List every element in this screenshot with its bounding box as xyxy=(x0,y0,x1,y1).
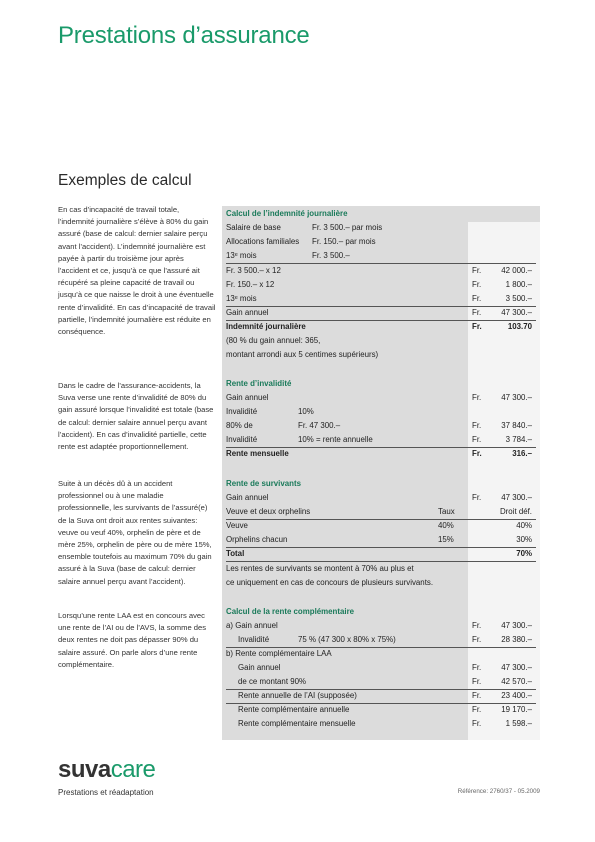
survivors-total-row xyxy=(226,547,536,562)
table-row xyxy=(226,306,536,321)
page-title: Prestations d’assurance xyxy=(58,22,310,49)
note-line: (80 % du gain annuel: 365, xyxy=(226,336,321,345)
paragraph: Lorsqu’une rente LAA est en concours avec une rente de l’AI ou de l’AVS, la somme des deux rentes ne doit pas dépasser 90% du salaire assuré. On parle alors d’une rente complémentaire. xyxy=(58,611,207,669)
currency: Fr. xyxy=(472,705,482,714)
invalidity-result-row xyxy=(226,447,536,461)
logo-tagline: Prestations et réadaptation xyxy=(58,788,154,797)
row-value: 75 % (47 300 x 80% x 75%) xyxy=(298,635,396,644)
table-row xyxy=(226,433,536,448)
row-value: 10% = rente annuelle xyxy=(298,435,373,444)
row-label: Orphelins chacun xyxy=(226,535,288,544)
suvacare-logo xyxy=(58,756,155,784)
table-row xyxy=(226,249,536,264)
row-label: b) Rente complémentaire LAA xyxy=(226,649,332,658)
row-label: Indemnité journalière xyxy=(226,322,306,331)
paragraph: En cas d’incapacité de travail totale, l’indemnité journalière s’élève à 80% du gain assuré (base de calcul: dernier salaire perçu avant l’accident). L’indemnité journalière est payée à partir du troisième jour après l’accident et ce, jusqu’à ce que l’assuré ait récupéré sa pleine capacité de travail ou jusqu’à ce que naisse le droit à une éventuelle rente d’invalidité. En cas d’incapacité de travail partielle, l’indemnité journalière est réduite en conséquence. xyxy=(58,205,216,337)
table-row xyxy=(226,391,536,405)
row-value: 40% xyxy=(438,521,454,530)
amount: 42 000.– xyxy=(501,266,532,275)
amount: 40% xyxy=(516,521,532,530)
amount: 47 300.– xyxy=(501,493,532,502)
amount: 28 380.– xyxy=(501,635,532,644)
survivors-explanation xyxy=(58,478,216,588)
row-label: Invalidité xyxy=(238,635,270,644)
table-row xyxy=(226,519,536,533)
table-row xyxy=(226,533,536,548)
row-label: Salaire de base xyxy=(226,223,281,232)
note-line: ce uniquement en cas de concours de plusieurs survivants. xyxy=(226,578,434,587)
logo-care: care xyxy=(110,756,156,783)
paragraph: Dans le cadre de l’assurance-accidents, la Suva verse une rente d’invalidité de 80% du gain assuré lorsque l’invalidité est totale (base de calcul: dernier salaire annuel perçu avant l’accident). En cas d’invalidité partielle, cette rente est adaptée proportionnellement. xyxy=(58,381,214,452)
table-row xyxy=(226,675,536,690)
row-label: Rente complémentaire annuelle xyxy=(238,705,350,714)
currency: Fr. xyxy=(472,266,482,275)
row-label: Total xyxy=(226,549,245,558)
invalidity-explanation xyxy=(58,380,216,453)
logo-suva: suva xyxy=(58,756,111,783)
row-label: Gain annuel xyxy=(226,493,269,502)
row-label: Veuve xyxy=(226,521,248,530)
table-row xyxy=(226,278,536,292)
amount: 42 570.– xyxy=(501,677,532,686)
daily-allowance-note xyxy=(226,334,526,362)
row-label: Rente complémentaire mensuelle xyxy=(238,719,356,728)
amount: 3 784.– xyxy=(505,435,532,444)
row-label: de ce montant 90% xyxy=(238,677,306,686)
heading-text: Calcul de l’indemnité journalière xyxy=(226,209,348,218)
row-label: 80% de xyxy=(226,421,253,430)
currency: Fr. xyxy=(472,719,482,728)
table-row xyxy=(226,419,536,433)
row-label: Allocations familiales xyxy=(226,237,300,246)
row-value: Fr. 150.– par mois xyxy=(312,237,376,246)
amount: 1 598.– xyxy=(505,719,532,728)
currency: Fr. xyxy=(472,421,482,430)
section-title: Exemples de calcul xyxy=(58,172,192,189)
amount: 19 170.– xyxy=(501,705,532,714)
daily-allowance-result-row xyxy=(226,320,536,334)
currency: Fr. xyxy=(472,677,482,686)
amount: 47 300.– xyxy=(501,663,532,672)
column-header: Veuve et deux orphelins xyxy=(226,507,311,516)
amount: 30% xyxy=(516,535,532,544)
table-row xyxy=(226,235,536,249)
row-label: 13ᵉ mois xyxy=(226,251,257,260)
table-row xyxy=(226,661,536,675)
table-row xyxy=(226,491,536,505)
row-label: a) Gain annuel xyxy=(226,621,278,630)
amount: 316.– xyxy=(512,449,532,458)
table-row xyxy=(226,689,536,704)
table-row xyxy=(226,292,536,307)
survivors-note xyxy=(226,562,526,590)
row-label: Rente mensuelle xyxy=(226,449,289,458)
currency: Fr. xyxy=(472,449,482,458)
table-row xyxy=(226,619,536,633)
table-row xyxy=(226,405,536,419)
daily-allowance-explanation xyxy=(58,204,216,338)
table-row xyxy=(226,717,536,731)
amount: 70% xyxy=(516,549,532,558)
complementary-explanation xyxy=(58,610,216,671)
amount: 1 800.– xyxy=(505,280,532,289)
currency: Fr. xyxy=(472,393,482,402)
row-label: Invalidité xyxy=(226,435,258,444)
table-row xyxy=(226,221,536,235)
heading-text: Rente d’invalidité xyxy=(226,379,292,388)
row-value: 10% xyxy=(298,407,314,416)
row-label: Fr. 150.– x 12 xyxy=(226,280,275,289)
currency: Fr. xyxy=(472,322,482,331)
note-line: montant arrondi aux 5 centimes supérieurs) xyxy=(226,350,379,359)
row-value: Fr. 47 300.– xyxy=(298,421,341,430)
row-label: Gain annuel xyxy=(226,308,269,317)
row-value: 15% xyxy=(438,535,454,544)
heading-text: Calcul de la rente complémentaire xyxy=(226,607,355,616)
daily-allowance-heading xyxy=(226,207,536,221)
amount: 103.70 xyxy=(507,322,532,331)
complementary-heading xyxy=(226,605,536,619)
document-reference: Référence: 2760/37 - 05.2009 xyxy=(457,788,540,795)
currency: Fr. xyxy=(472,280,482,289)
currency: Fr. xyxy=(472,691,482,700)
row-value: Fr. 3 500.– par mois xyxy=(312,223,383,232)
table-row xyxy=(226,633,536,648)
currency: Fr. xyxy=(472,435,482,444)
invalidity-heading xyxy=(226,377,536,391)
row-label: 13ᵉ mois xyxy=(226,294,257,303)
row-label: Gain annuel xyxy=(226,393,269,402)
row-label: Gain annuel xyxy=(238,663,281,672)
row-label: Fr. 3 500.– x 12 xyxy=(226,266,281,275)
survivors-heading xyxy=(226,477,536,491)
currency: Fr. xyxy=(472,621,482,630)
currency: Fr. xyxy=(472,308,482,317)
table-row xyxy=(226,703,536,717)
table-row xyxy=(226,647,536,661)
table-header-row xyxy=(226,505,536,520)
amount: 3 500.– xyxy=(505,294,532,303)
currency: Fr. xyxy=(472,663,482,672)
column-header: Taux xyxy=(438,507,455,516)
amount: 47 300.– xyxy=(501,308,532,317)
row-value: Fr. 3 500.– xyxy=(312,251,350,260)
heading-text: Rente de survivants xyxy=(226,479,301,488)
currency: Fr. xyxy=(472,493,482,502)
row-label: Rente annuelle de l’AI (supposée) xyxy=(238,691,357,700)
row-label: Invalidité xyxy=(226,407,258,416)
table-row xyxy=(226,264,536,278)
column-header: Droit déf. xyxy=(499,507,532,516)
currency: Fr. xyxy=(472,294,482,303)
currency: Fr. xyxy=(472,635,482,644)
paragraph: Suite à un décès dû à un accident professionnel ou à une maladie professionnelle, les survivants de l’assuré(e) de la Suva ont droit aux rentes suivantes: veuve ou veuf 40%, orphelin de père et de mère 25%, orphelin de père ou de mère 15%, ensemble toutefois au maximum 70% du gain assuré à la Suva (base de calcul: dernier salaire annuel perçu avant l’accident). xyxy=(58,479,212,586)
amount: 47 300.– xyxy=(501,621,532,630)
amount: 23 400.– xyxy=(501,691,532,700)
note-line: Les rentes de survivants se montent à 70% au plus et xyxy=(226,564,414,573)
amount: 37 840.– xyxy=(501,421,532,430)
amount: 47 300.– xyxy=(501,393,532,402)
